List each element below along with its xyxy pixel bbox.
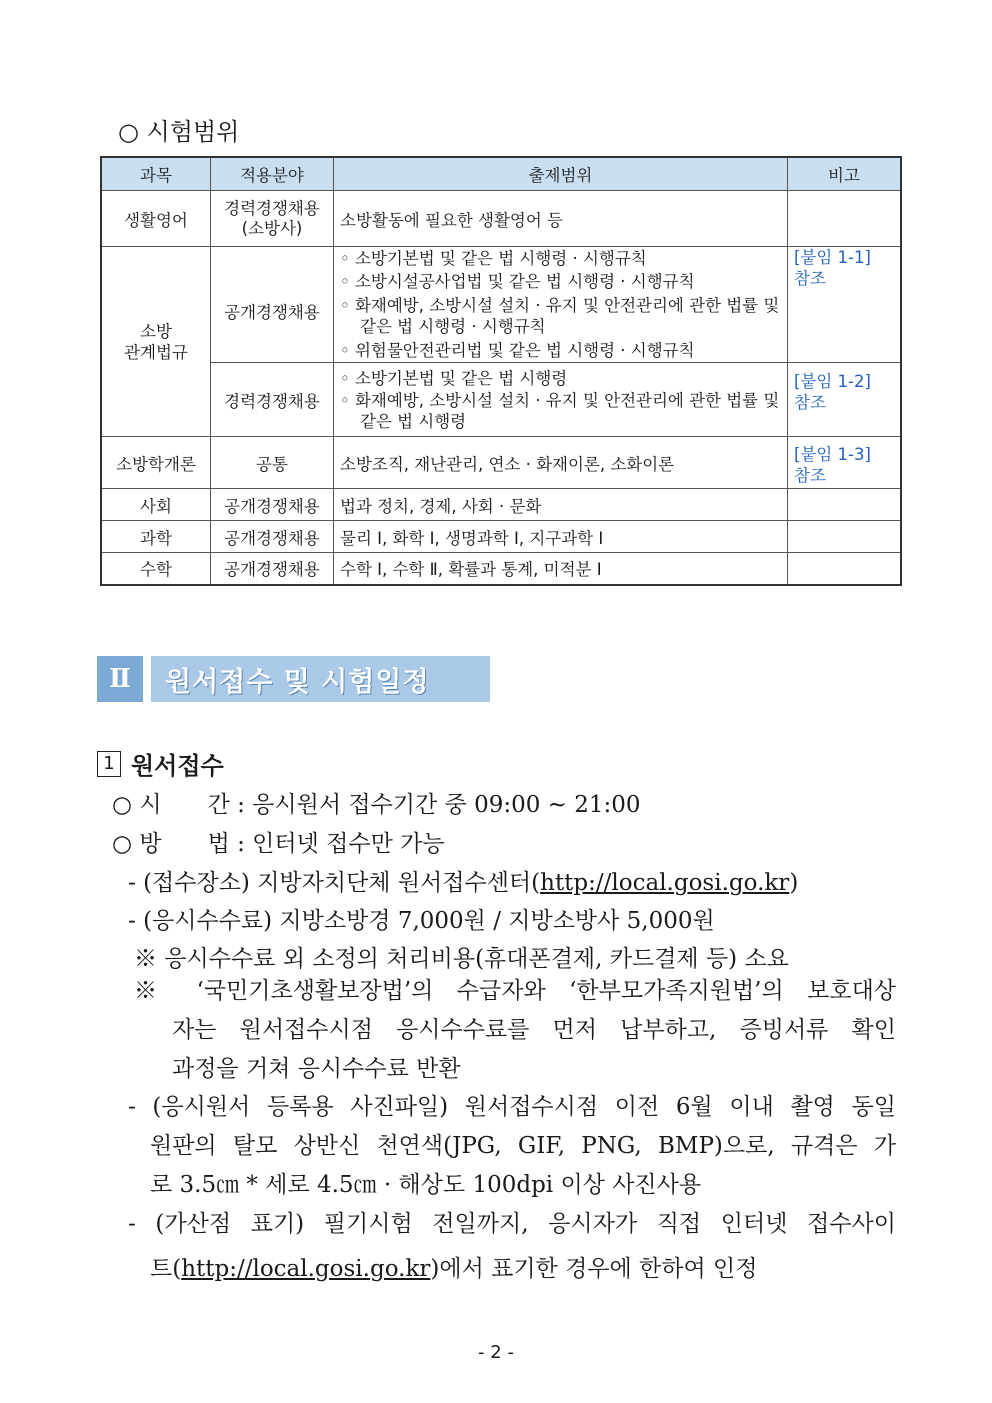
bonus-suffix: )에서 표기한 경우에 한하여 인정 <box>430 1256 758 1282</box>
list-item: ◦ 위험물안전관리법 및 같은 법 시행령 · 시행규칙 <box>340 341 695 360</box>
cell-subject: 과학 <box>101 521 211 553</box>
fee-line: - (응시수수료) 지방소방경 7,000원 / 지방소방사 5,000원 <box>128 908 715 934</box>
gosi-link[interactable]: http://local.gosi.go.kr <box>181 1256 431 1282</box>
list-item: ◦ 소방시설공사업법 및 같은 법 시행령 · 시행규칙 <box>340 272 695 291</box>
cell-field: 공개경쟁채용 <box>211 247 334 363</box>
cell-range-list <box>334 247 788 363</box>
cell-field: 공개경쟁채용 <box>211 489 334 521</box>
photo-line: 원판의 탈모 상반신 천연색(JPG, GIF, PNG, BMP)으로, 규격은 가 <box>150 1133 896 1159</box>
cell-range-list <box>334 363 788 437</box>
subsection-title: 원서접수 <box>131 752 224 780</box>
subsection-heading <box>97 746 224 781</box>
method-line: ○ 방 법 : 인터넷 접수만 가능 <box>112 831 445 857</box>
page-number: - 2 - <box>478 1342 514 1363</box>
place-prefix: - (접수장소) 지방자치단체 원서접수센터( <box>128 870 541 896</box>
photo-paragraph <box>128 1088 896 1127</box>
header-field: 적용분야 <box>211 157 334 191</box>
time-line: ○ 시 간 : 응시원서 접수기간 중 09:00 ~ 21:00 <box>112 792 641 818</box>
cell-field: 경력경쟁채용 <box>211 363 334 437</box>
scope-title: ○ 시험범위 <box>118 118 240 146</box>
cell-field: 경력경쟁채용 (소방사) <box>211 191 334 247</box>
cell-note <box>788 489 902 521</box>
cell-subject: 사회 <box>101 489 211 521</box>
header-note: 비고 <box>788 157 902 191</box>
place-line <box>128 864 798 897</box>
bonus-paragraph <box>128 1205 896 1244</box>
list-item: ◦ 화재예방, 소방시설 설치 · 유지 및 안전관리에 관한 법률 및 같은 법 시행령 · 시행규칙 <box>340 296 780 336</box>
cell-note-ref: [붙임 1-2] 참조 <box>788 363 902 437</box>
exam-scope-table <box>100 156 902 586</box>
cell-note-ref: [붙임 1-1] 참조 <box>788 247 902 363</box>
cell-note <box>788 191 902 247</box>
photo-line: - (응시원서 등록용 사진파일) 원서접수시점 이전 6월 이내 촬영 동일 <box>128 1094 896 1120</box>
cell-note <box>788 553 902 585</box>
table-row <box>101 553 901 585</box>
table-row <box>101 191 901 247</box>
note-2-line: 과정을 거쳐 응시수수료 반환 <box>172 1056 461 1082</box>
cell-range: 소방조직, 재난관리, 연소 · 화재이론, 소화이론 <box>334 437 788 489</box>
photo-paragraph-cont <box>150 1127 896 1205</box>
list-item: ◦ 소방기본법 및 같은 법 시행령 <box>340 369 568 388</box>
table-row <box>101 521 901 553</box>
note-2-line: ※ ‘국민기초생활보장법’의 수급자와 ‘한부모가족지원법’의 보호대상 <box>134 978 896 1004</box>
header-subject: 과목 <box>101 157 211 191</box>
table-header-row <box>101 157 901 191</box>
table-row <box>101 247 901 363</box>
table-row <box>101 363 901 437</box>
note-2-cont <box>172 1011 896 1089</box>
cell-range: 법과 정치, 경제, 사회 · 문화 <box>334 489 788 521</box>
cell-range: 수학 Ⅰ, 수학 Ⅱ, 확률과 통계, 미적분 Ⅰ <box>334 553 788 585</box>
bonus-prefix: 트( <box>150 1256 182 1282</box>
cell-subject: 생활영어 <box>101 191 211 247</box>
boxed-number: 1 <box>97 751 121 777</box>
header-range: 출제범위 <box>334 157 788 191</box>
place-suffix: ) <box>789 870 799 896</box>
cell-range: 물리 Ⅰ, 화학 Ⅰ, 생명과학 Ⅰ, 지구과학 Ⅰ <box>334 521 788 553</box>
cell-range: 소방활동에 필요한 생활영어 등 <box>334 191 788 247</box>
table-row <box>101 437 901 489</box>
cell-subject: 수학 <box>101 553 211 585</box>
list-item: ◦ 화재예방, 소방시설 설치 · 유지 및 안전관리에 관한 법률 및 같은 법 시행령 <box>340 391 780 431</box>
section-title: 원서접수 및 시험일정 <box>151 656 490 702</box>
cell-field: 공개경쟁채용 <box>211 553 334 585</box>
cell-note <box>788 521 902 553</box>
list-item: ◦ 소방기본법 및 같은 법 시행령 · 시행규칙 <box>340 249 647 268</box>
note-2 <box>134 972 896 1011</box>
cell-field: 공개경쟁채용 <box>211 521 334 553</box>
section-number: Ⅱ <box>97 656 143 702</box>
table-row <box>101 489 901 521</box>
gosi-link[interactable]: http://local.gosi.go.kr <box>540 870 790 896</box>
bonus-line-2 <box>150 1250 757 1283</box>
cell-field: 공통 <box>211 437 334 489</box>
note-1: ※ 응시수수료 외 소정의 처리비용(휴대폰결제, 카드결제 등) 소요 <box>134 946 789 972</box>
cell-subject: 소방 관계법규 <box>101 247 211 437</box>
photo-line: 로 3.5㎝ * 세로 4.5㎝ · 해상도 100dpi 이상 사진사용 <box>150 1172 702 1198</box>
note-2-line: 자는 원서접수시점 응시수수료를 먼저 납부하고, 증빙서류 확인 <box>172 1017 896 1043</box>
section-banner <box>97 656 490 702</box>
cell-subject: 소방학개론 <box>101 437 211 489</box>
cell-note-ref: [붙임 1-3] 참조 <box>788 437 902 489</box>
bonus-line: - (가산점 표기) 필기시험 전일까지, 응시자가 직접 인터넷 접수사이 <box>128 1211 896 1237</box>
